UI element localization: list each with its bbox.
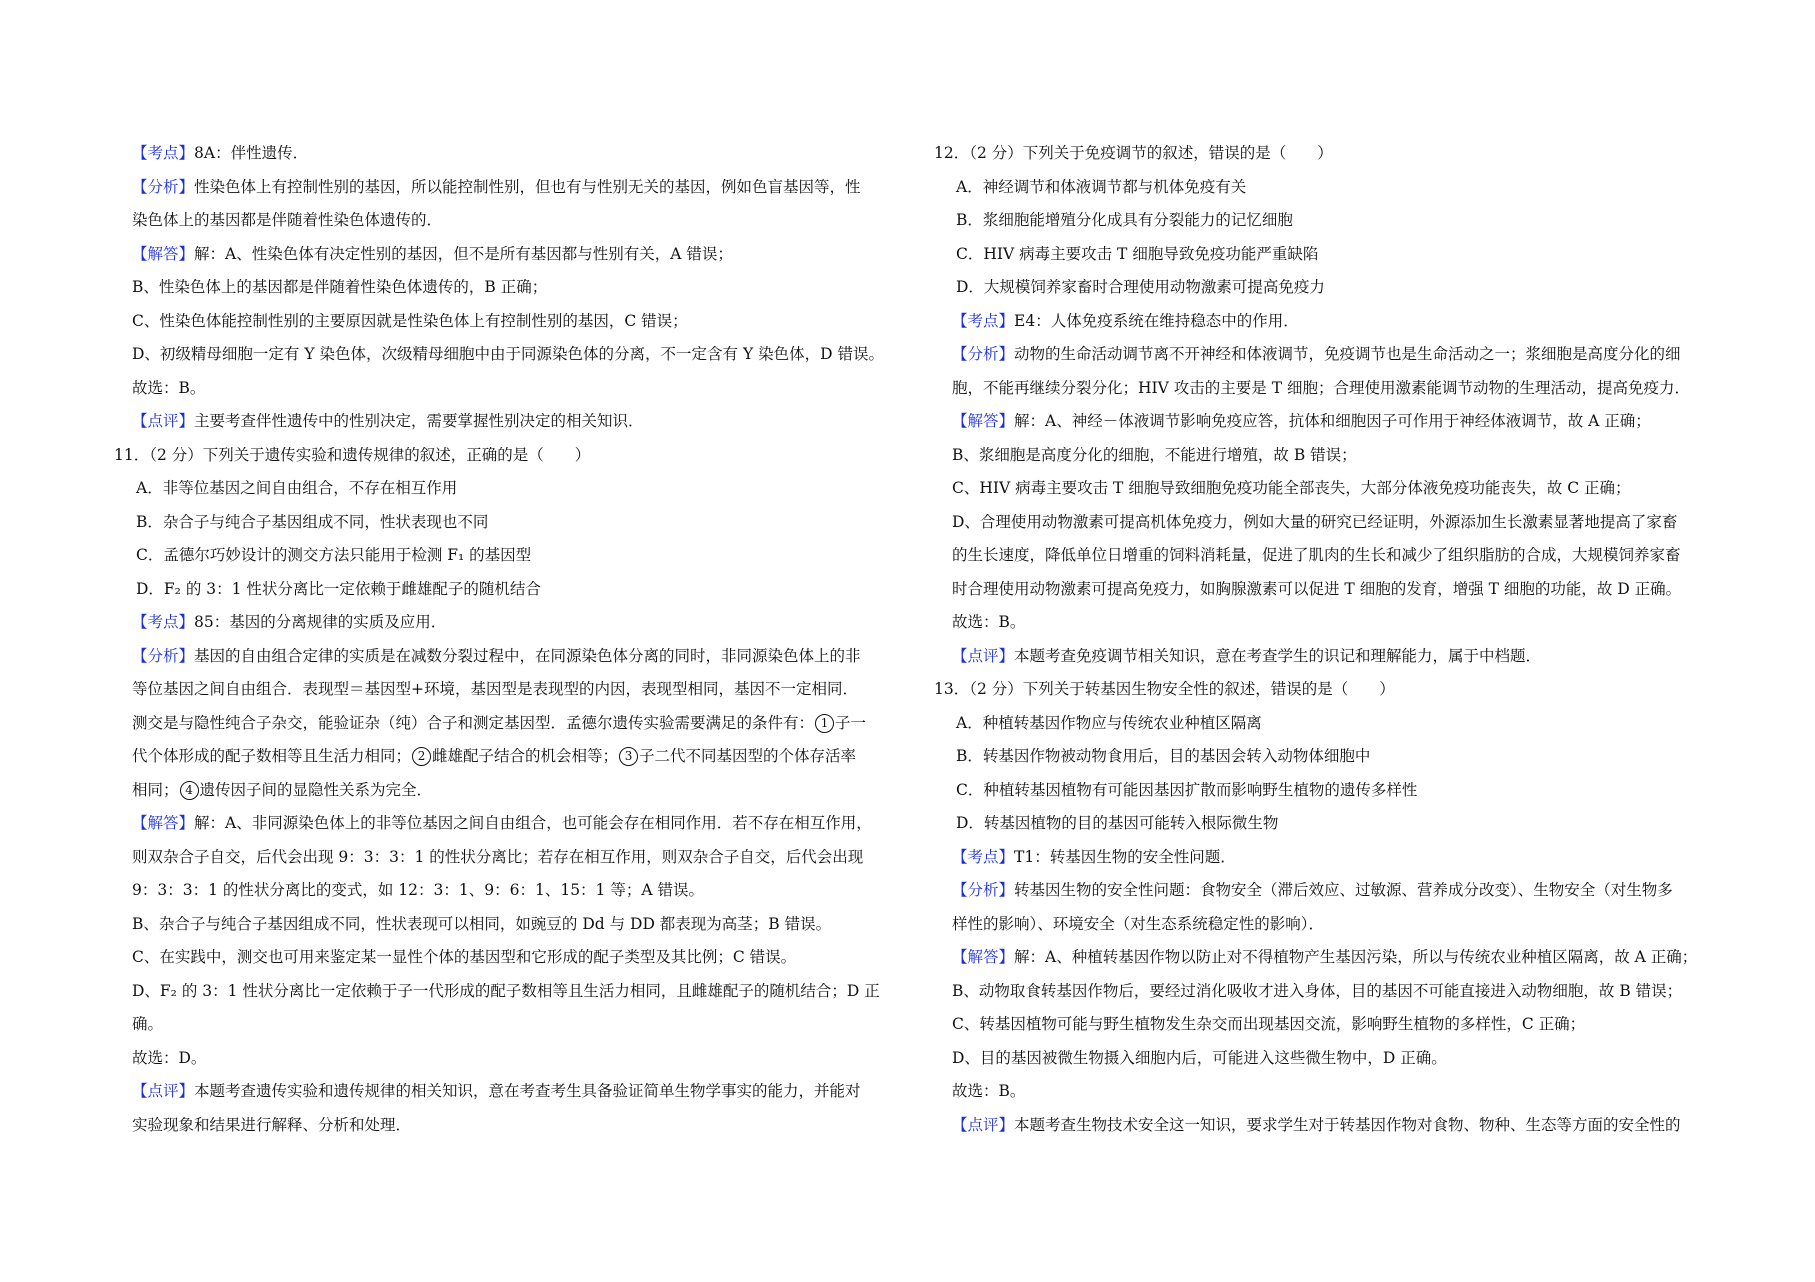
- circled-number-2: 2: [412, 747, 431, 766]
- right-column: [934, 137, 1714, 1142]
- dianping-tag: 【点评】: [132, 412, 195, 430]
- q11-fenxi-2: 等位基因之间自由组合．表现型＝基因型+环境，基因型是表现型的内因，表现型相同，基因不一定相同．: [132, 680, 858, 698]
- q10-jieda-d: D、初级精母细胞一定有 Y 染色体，次级精母细胞中由于同源染色体的分离，不一定含有 Y 染色体，D 错误。: [132, 345, 884, 363]
- dianping-tag: 【点评】: [132, 1082, 195, 1100]
- q12-option-b: B．浆细胞能增殖分化成具有分裂能力的记忆细胞: [956, 211, 1293, 229]
- q11-dianping: 【点评】本题考查遗传实验和遗传规律的相关知识，意在考查考生具备验证简单生物学事实的能力，并能对: [132, 1082, 861, 1100]
- q12-jieda-4: D、合理使用动物激素可提高机体免疫力，例如大量的研究已经证明，外源添加生长激素显著地提高了家畜: [952, 512, 1678, 531]
- q11-fenxi-3: 测交是与隐性纯合子杂交，能验证杂（纯）合子和测定基因型．孟德尔遗传实验需要满足的条件有： 1 子一: [132, 713, 867, 732]
- q13-jieda-4: D、目的基因被微生物摄入细胞内后，可能进入这些微生物中，D 正确。: [952, 1048, 1447, 1067]
- q11-jieda-5: C、在实践中，测交也可用来鉴定某一显性个体的基因型和它形成的配子类型及其比例；C 错误。: [132, 948, 797, 966]
- q11-stem: 11．（2 分）下列关于遗传实验和遗传规律的叙述，正确的是（ ）: [114, 445, 591, 464]
- q12-option-a: A．神经调节和体液调节都与机体免疫有关: [956, 177, 1247, 196]
- fenxi-tag: 【分析】: [132, 177, 195, 196]
- q11-jieda-2: 则双杂合子自交，后代会出现 9：3：3：1 的性状分离比；若存在相互作用，则双杂合子自交，后代会出现: [132, 847, 864, 866]
- q13-jieda-2: B、动物取食转基因作物后，要经过消化吸收才进入身体，目的基因不可能直接进入动物细胞，故 B 错误；: [952, 981, 1683, 1000]
- q12-jieda-2: B、浆细胞是高度分化的细胞，不能进行增殖，故 B 错误；: [952, 445, 1357, 464]
- q12-fenxi-2: 胞，不能再继续分裂分化；HIV 攻击的主要是 T 细胞；合理使用激素能调节动物的生理活动，提高免疫力．: [952, 378, 1690, 397]
- q10-fenxi: 【分析】性染色体上有控制性别的基因，所以能控制性别，但也有与性别无关的基因，例如色盲基因等，性: [132, 177, 861, 196]
- q10-answer: 故选：B。: [132, 378, 206, 397]
- q13-fenxi: 【分析】转基因生物的安全性问题：食物安全（滞后效应、过敏源、营养成分改变）、生物安全（对生物多: [952, 881, 1673, 899]
- q12-answer: 故选：B。: [952, 613, 1026, 631]
- q11-jieda-3: 9：3：3：1 的性状分离比的变式，如 12：3：1、9：6：1、15：1 等；A 错误。: [132, 881, 704, 899]
- q11-option-d: D．F₂ 的 3：1 性状分离比一定依赖于雌雄配子的随机结合: [136, 579, 541, 598]
- q10-jieda: 【解答】解：A、性染色体有决定性别的基因，但不是所有基因都与性别有关，A 错误；: [132, 244, 733, 263]
- q10-fenxi-cont: 染色体上的基因都是伴随着性染色体遗传的．: [132, 211, 443, 229]
- q11-fenxi-5: 相同； 4 遗传因子间的显隐性关系为完全．: [132, 780, 433, 799]
- dianping-tag: 【点评】: [952, 646, 1015, 665]
- jieda-tag: 【解答】: [952, 948, 1015, 966]
- q11-dianping-2: 实验现象和结果进行解释、分析和处理．: [132, 1115, 412, 1134]
- q11-option-c: C．孟德尔巧妙设计的测交方法只能用于检测 F₁ 的基因型: [136, 546, 532, 564]
- circled-number-4: 4: [180, 781, 199, 800]
- q12-jieda-3: C、HIV 病毒主要攻击 T 细胞导致细胞免疫功能全部丧失，大部分体液免疫功能丧失，故 C 正确；: [952, 479, 1631, 497]
- q11-option-b: B．杂合子与纯合子基因组成不同，性状表现也不同: [136, 512, 489, 531]
- q12-kaodian: 【考点】E4：人体免疫系统在维持稳态中的作用．: [952, 311, 1299, 330]
- q11-jieda-6: D、F₂ 的 3：1 性状分离比一定依赖于子一代形成的配子数相等且生活力相同，且雌雄配子的随机结合；D 正: [132, 981, 880, 1000]
- q10-jieda-c: C、性染色体能控制性别的主要原因就是性染色体上有控制性别的基因，C 错误；: [132, 311, 688, 330]
- q13-kaodian: 【考点】T1：转基因生物的安全性问题．: [952, 847, 1236, 866]
- q13-option-b: B．转基因作物被动物食用后，目的基因会转入动物体细胞中: [956, 747, 1371, 765]
- kaodian-tag: 【考点】: [132, 613, 195, 631]
- q10-kaodian: 【考点】8A：伴性遗传．: [132, 144, 309, 162]
- q12-option-c: C．HIV 病毒主要攻击 T 细胞导致免疫功能严重缺陷: [956, 244, 1319, 263]
- q13-answer: 故选：B。: [952, 1082, 1026, 1100]
- q11-answer: 故选：D。: [132, 1048, 207, 1067]
- q12-stem: 12．（2 分）下列关于免疫调节的叙述，错误的是（ ）: [934, 144, 1333, 162]
- jieda-tag: 【解答】: [952, 412, 1015, 430]
- kaodian-tag: 【考点】: [132, 144, 195, 162]
- q11-fenxi-4: 代个体形成的配子数相等且生活力相同； 2 雌雄配子结合的机会相等； 3 子二代不同基因型的个体存活率: [132, 747, 857, 765]
- q13-option-a: A．种植转基因作物应与传统农业种植区隔离: [956, 713, 1262, 732]
- fenxi-tag: 【分析】: [952, 881, 1015, 899]
- q12-jieda-6: 时合理使用动物激素可提高免疫力，如胸腺激素可以促进 T 细胞的发育，增强 T 细胞的功能，故 D 正确。: [952, 579, 1682, 598]
- q11-jieda-7: 确。: [132, 1015, 164, 1033]
- q10-jieda-b: B、性染色体上的基因都是伴随着性染色体遗传的，B 正确；: [132, 278, 548, 296]
- q12-jieda-5: 的生长速度，降低单位日增重的饲料消耗量，促进了肌肉的生长和减少了组织脂肪的合成，大规模饲养家畜: [952, 546, 1681, 564]
- q11-option-a: A．非等位基因之间自由组合，不存在相互作用: [136, 479, 458, 497]
- q13-option-c: C．种植转基因植物有可能因基因扩散而影响野生植物的遗传多样性: [956, 780, 1418, 799]
- q13-option-d: D．转基因植物的目的基因可能转入根际微生物: [956, 814, 1279, 832]
- q11-fenxi: 【分析】基因的自由组合定律的实质是在减数分裂过程中，在同源染色体分离的同时，非同源染色体上的非: [132, 646, 861, 665]
- fenxi-tag: 【分析】: [952, 345, 1015, 363]
- q11-jieda: 【解答】解：A、非同源染色体上的非等位基因之间自由组合，也可能会存在相同作用．若不存在相互作用，: [132, 814, 872, 832]
- circled-number-1: 1: [815, 714, 834, 733]
- q11-kaodian: 【考点】85：基因的分离规律的实质及应用．: [132, 613, 447, 631]
- kaodian-tag: 【考点】: [952, 847, 1015, 866]
- q12-option-d: D．大规模饲养家畜时合理使用动物激素可提高免疫力: [956, 278, 1325, 296]
- left-column: [114, 137, 904, 1142]
- kaodian-tag: 【考点】: [952, 311, 1015, 330]
- q11-jieda-4: B、杂合子与纯合子基因组成不同，性状表现可以相同，如豌豆的 Dd 与 DD 都表现为高茎；B 错误。: [132, 914, 832, 933]
- q13-fenxi-2: 样性的影响）、环境安全（对生态系统稳定性的影响）．: [952, 914, 1325, 933]
- q12-jieda: 【解答】解：A、神经－体液调节影响免疫应答，抗体和细胞因子可作用于神经体液调节，故 A 正确；: [952, 412, 1651, 430]
- q13-dianping: 【点评】本题考查生物技术安全这一知识，要求学生对于转基因作物对食物、物种、生态等方面的安全性的: [952, 1115, 1681, 1134]
- fenxi-tag: 【分析】: [132, 646, 195, 665]
- q10-dianping: 【点评】主要考查伴性遗传中的性别决定，需要掌握性别决定的相关知识．: [132, 412, 644, 430]
- q12-dianping: 【点评】本题考查免疫调节相关知识，意在考查学生的识记和理解能力，属于中档题．: [952, 646, 1542, 665]
- q13-jieda-3: C、转基因植物可能与野生植物发生杂交而出现基因交流，影响野生植物的多样性，C 正确；: [952, 1015, 1586, 1033]
- jieda-tag: 【解答】: [132, 244, 195, 263]
- dianping-tag: 【点评】: [952, 1115, 1015, 1134]
- q12-fenxi: 【分析】动物的生命活动调节离不开神经和体液调节，免疫调节也是生命活动之一；浆细胞是高度分化的细: [952, 345, 1681, 363]
- q13-jieda: 【解答】解：A、种植转基因作物以防止对不得植物产生基因污染，所以与传统农业种植区隔离，故 A 正确；: [952, 948, 1698, 966]
- circled-number-3: 3: [619, 747, 638, 766]
- jieda-tag: 【解答】: [132, 814, 195, 832]
- q13-stem: 13．（2 分）下列关于转基因生物安全性的叙述，错误的是（ ）: [934, 680, 1395, 698]
